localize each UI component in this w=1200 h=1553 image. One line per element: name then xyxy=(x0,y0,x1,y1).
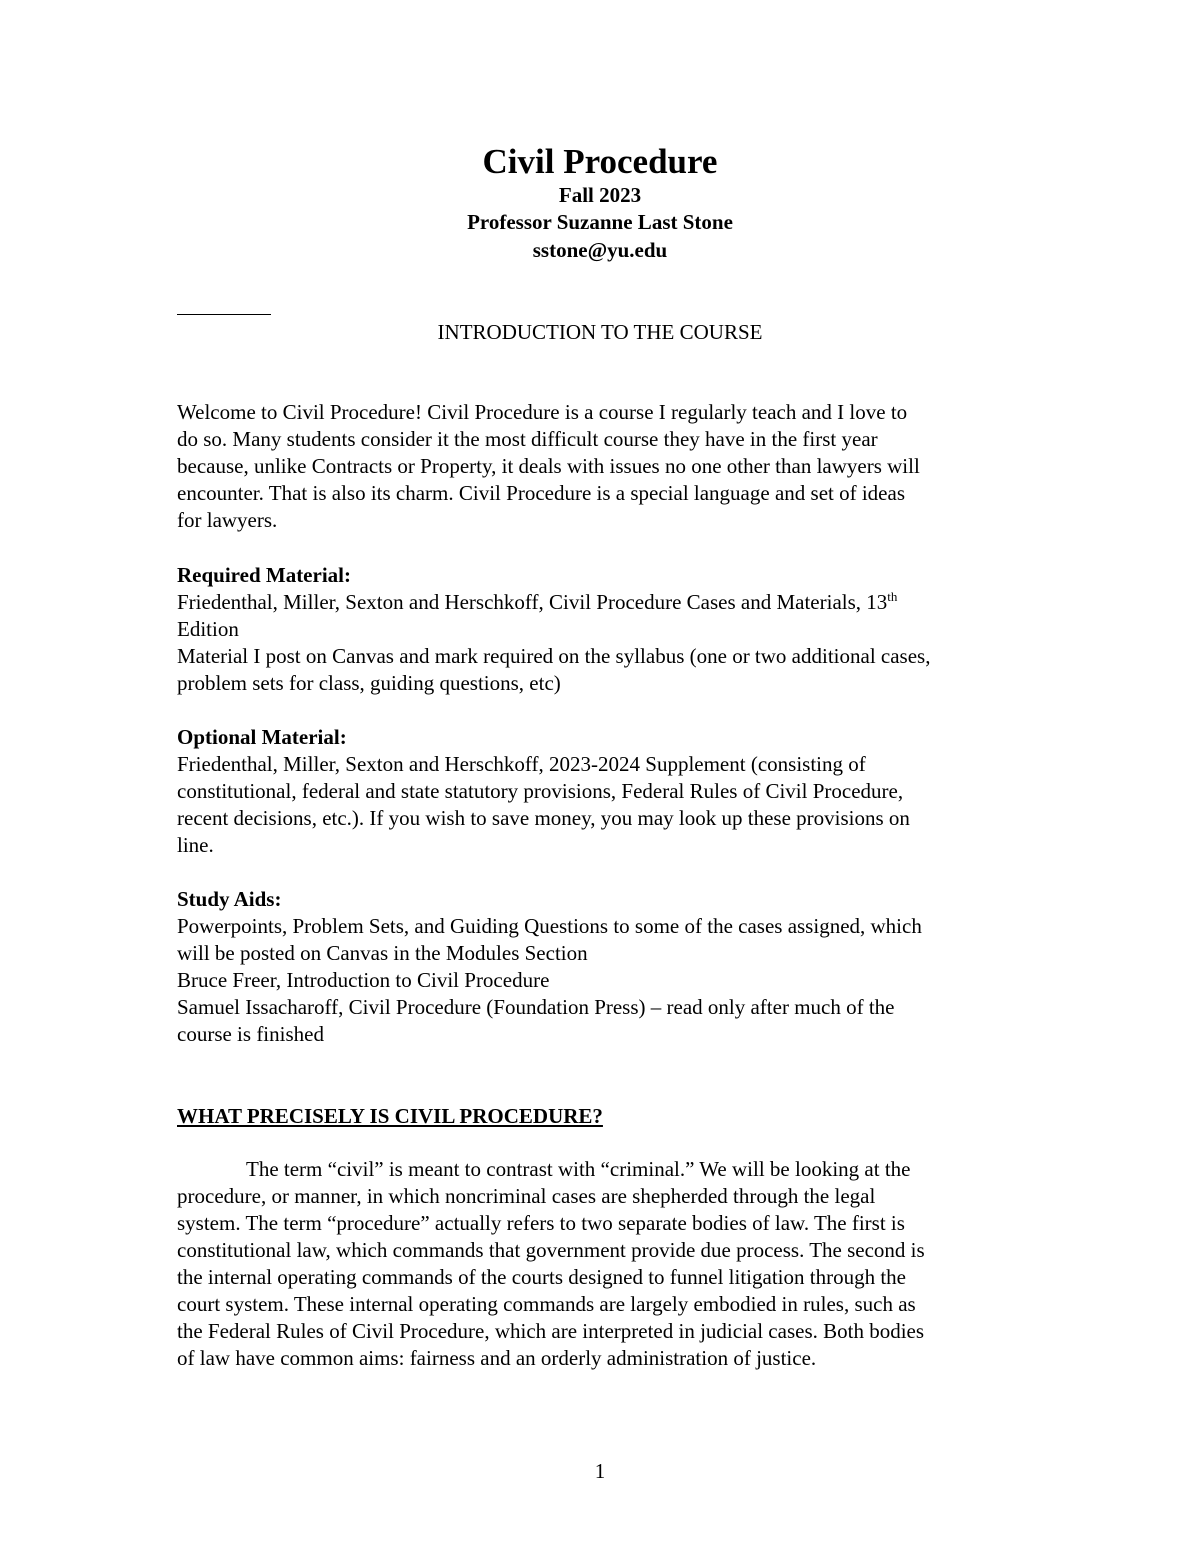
study-aids-line: will be posted on Canvas in the Modules Section xyxy=(177,941,588,965)
what-is-line: The term “civil” is meant to contrast with “criminal.” We will be looking at the xyxy=(246,1157,911,1181)
required-material-line: Edition xyxy=(177,617,239,641)
study-aids-heading: Study Aids: xyxy=(177,887,282,911)
study-aids-line: Powerpoints, Problem Sets, and Guiding Questions to some of the cases assigned, which xyxy=(177,914,922,938)
intro-line: for lawyers. xyxy=(177,508,278,532)
study-aids-line: course is finished xyxy=(177,1022,324,1046)
what-is-paragraph xyxy=(177,1156,1037,1372)
professor-email: sstone@yu.edu xyxy=(532,238,668,262)
what-is-line: court system. These internal operating commands are largely embodied in rules, such as xyxy=(177,1292,916,1316)
course-term: Fall 2023 xyxy=(558,183,642,207)
required-material-line: Material I post on Canvas and mark required on the syllabus (one or two additional cases, xyxy=(177,644,931,668)
what-is-line: constitutional law, which commands that government provide due process. The second is xyxy=(177,1238,925,1262)
optional-material-line: constitutional, federal and state statutory provisions, Federal Rules of Civil Procedure, xyxy=(177,779,904,803)
study-aids-section xyxy=(177,886,1037,1048)
what-is-line: the Federal Rules of Civil Procedure, which are interpreted in judicial cases. Both bodies xyxy=(177,1319,925,1343)
what-is-line: system. The term “procedure” actually refers to two separate bodies of law. The first is xyxy=(177,1211,905,1235)
what-is-line: procedure, or manner, in which noncriminal cases are shepherded through the legal xyxy=(177,1184,876,1208)
required-material-line: problem sets for class, guiding questions, etc) xyxy=(177,671,561,695)
required-casebook-text: Friedenthal, Miller, Sexton and Herschkoff, Civil Procedure Cases and Materials, 13 xyxy=(177,590,888,614)
required-material-section xyxy=(177,562,1037,697)
optional-material-line: recent decisions, etc.). If you wish to save money, you may look up these provisions on xyxy=(177,806,910,830)
intro-line: do so. Many students consider it the most difficult course they have in the first year xyxy=(177,427,878,451)
intro-heading: INTRODUCTION TO THE COURSE xyxy=(437,320,763,344)
required-material-line xyxy=(177,589,1037,616)
optional-material-line: Friedenthal, Miller, Sexton and Herschkoff, 2023-2024 Supplement (consisting of xyxy=(177,752,866,776)
intro-paragraph xyxy=(177,399,1037,534)
study-aids-line: Bruce Freer, Introduction to Civil Procedure xyxy=(177,968,550,992)
optional-material-section xyxy=(177,724,1037,859)
optional-material-line: line. xyxy=(177,833,214,857)
professor-name: Professor Suzanne Last Stone xyxy=(467,210,733,234)
separator-rule xyxy=(177,314,271,315)
intro-line: encounter. That is also its charm. Civil Procedure is a special language and set of ideas xyxy=(177,481,905,505)
page-number: 1 xyxy=(594,1459,606,1483)
document-title: Civil Procedure xyxy=(482,142,718,181)
intro-line: Welcome to Civil Procedure! Civil Procedure is a course I regularly teach and I love to xyxy=(177,400,908,424)
section-heading-what-is: WHAT PRECISELY IS CIVIL PROCEDURE? xyxy=(177,1104,603,1128)
optional-material-heading: Optional Material: xyxy=(177,725,347,749)
what-is-line: the internal operating commands of the courts designed to funnel litigation through the xyxy=(177,1265,906,1289)
edition-superscript: th xyxy=(887,589,898,604)
required-material-heading: Required Material: xyxy=(177,563,351,587)
intro-line: because, unlike Contracts or Property, it deals with issues no one other than lawyers will xyxy=(177,454,920,478)
what-is-line: of law have common aims: fairness and an orderly administration of justice. xyxy=(177,1346,817,1370)
study-aids-line: Samuel Issacharoff, Civil Procedure (Foundation Press) – read only after much of the xyxy=(177,995,895,1019)
